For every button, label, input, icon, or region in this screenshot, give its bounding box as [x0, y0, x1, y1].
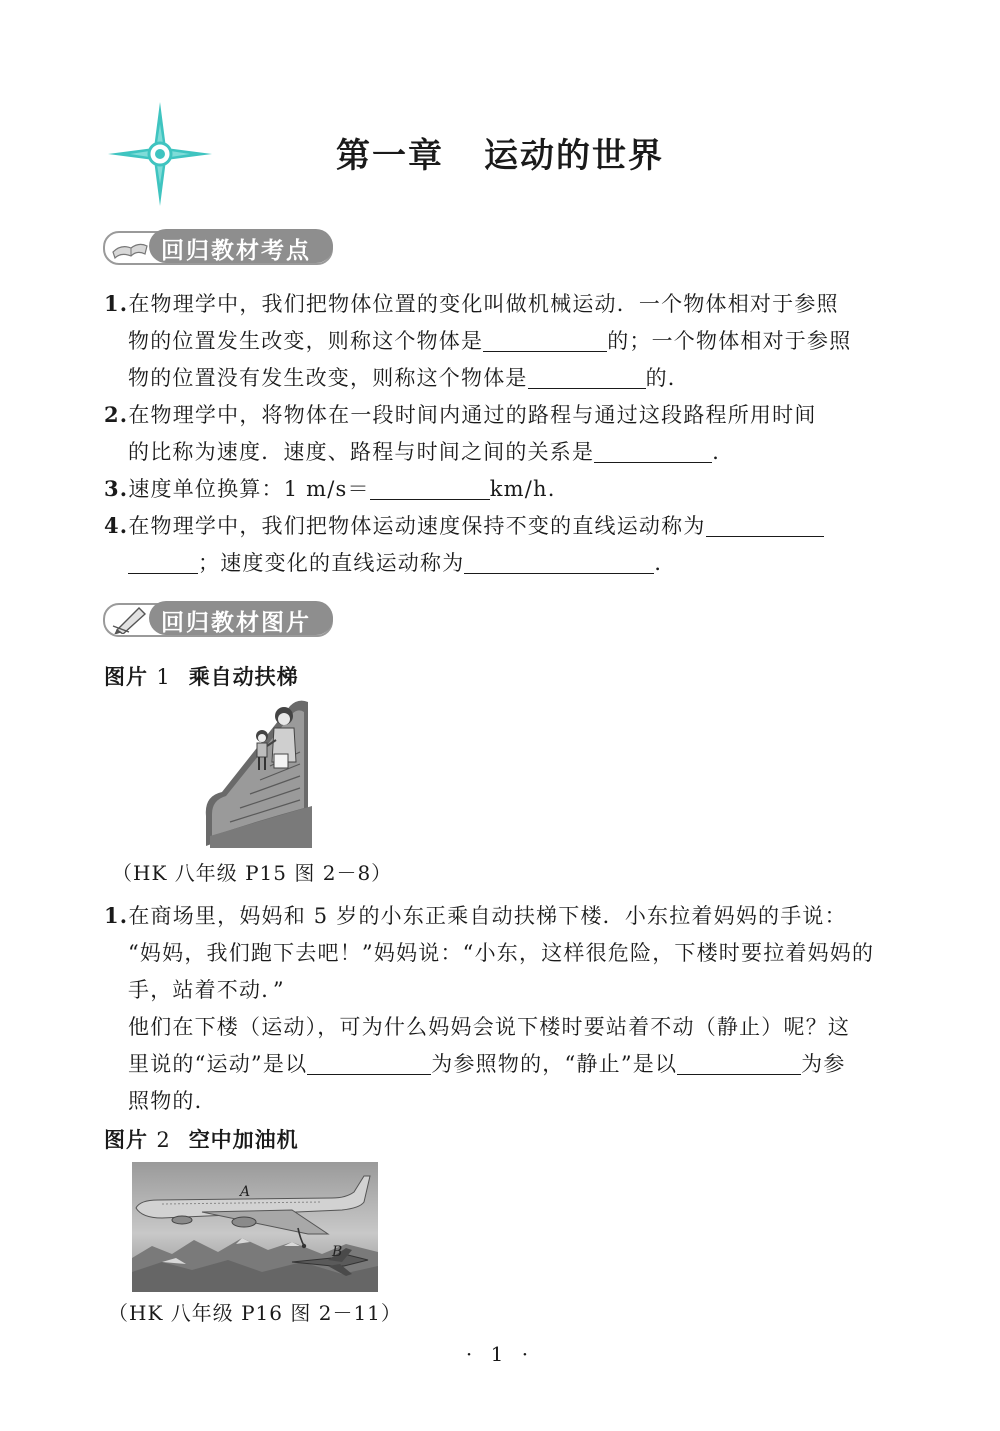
aerial-refueling-photo: [132, 1162, 378, 1292]
answer-blank[interactable]: [483, 329, 607, 352]
figure-question-1: [104, 897, 899, 1120]
answer-blank[interactable]: [594, 440, 712, 463]
question-text: 的；一个物体相对于参照: [607, 329, 852, 353]
chapter-number: 第一章: [336, 136, 444, 176]
question-4: [104, 507, 899, 582]
answer-blank[interactable]: [706, 514, 824, 537]
answer-blank[interactable]: [528, 366, 646, 389]
question-text: ．: [712, 440, 735, 464]
question-text: 在物理学中，我们把物体位置的变化叫做机械运动．一个物体相对于参照: [128, 292, 839, 316]
figure-label-number: 2: [156, 1128, 171, 1152]
answer-blank[interactable]: [128, 551, 198, 574]
answer-blank[interactable]: [370, 477, 490, 500]
marker-b: B: [332, 1244, 343, 1260]
answer-blank[interactable]: [307, 1052, 431, 1075]
section-banner-textbook-points: [103, 229, 333, 265]
answer-blank[interactable]: [677, 1052, 801, 1075]
figure-1-label: [104, 661, 299, 691]
marker-a: A: [240, 1184, 251, 1200]
section-banner-textbook-pictures: [103, 601, 333, 637]
question-text: km/h.: [489, 477, 556, 501]
answer-blank[interactable]: [464, 551, 654, 574]
question-text: ；速度变化的直线运动称为: [198, 551, 465, 575]
question-number: 3.: [104, 476, 129, 501]
question-text: 手，站着不动．”: [128, 978, 285, 1002]
compass-star-icon: [108, 102, 212, 206]
figure-1-caption: （HK 八年级 P15 图 2－8）: [112, 861, 393, 885]
question-number: 1.: [104, 291, 129, 316]
figure-label-name: 空中加油机: [188, 1128, 299, 1152]
question-text: 的．: [645, 366, 691, 390]
question-2: [104, 396, 899, 471]
question-text: 照物的．: [128, 1089, 217, 1113]
question-text: 在商场里，妈妈和 5 岁的小东正乘自动扶梯下楼．小东拉着妈妈的手说：: [128, 904, 847, 928]
chapter-title: [336, 128, 664, 177]
question-text: “妈妈，我们跑下去吧！”妈妈说：“小东，这样很危险，下楼时要拉着妈妈的: [128, 941, 875, 965]
figure-label-name: 乘自动扶梯: [188, 665, 299, 689]
question-number: 1.: [104, 903, 129, 928]
pencil-icon: [109, 604, 149, 634]
question-3: [104, 470, 899, 508]
figure-label-prefix: 图片: [104, 1128, 148, 1152]
book-icon: [109, 232, 149, 262]
question-number: 2.: [104, 402, 129, 427]
figure-label-number: 1: [156, 665, 171, 689]
question-text: 为参照物的，“静止”是以: [431, 1052, 678, 1076]
question-text: 物的位置没有发生改变，则称这个物体是: [128, 366, 528, 390]
escalator-illustration: [200, 696, 312, 848]
figure-2-caption: （HK 八年级 P16 图 2－11）: [108, 1301, 402, 1325]
question-text: 的比称为速度．速度、路程与时间之间的关系是: [128, 440, 595, 464]
section-title: 回归教材图片: [161, 610, 311, 636]
chapter-name: 运动的世界: [484, 136, 664, 176]
section-title: 回归教材考点: [161, 238, 311, 264]
question-text: 在物理学中，将物体在一段时间内通过的路程与通过这段路程所用时间: [128, 403, 817, 427]
question-text: 物的位置发生改变，则称这个物体是: [128, 329, 484, 353]
question-text: 里说的“运动”是以: [128, 1052, 308, 1076]
page-number: · 1 ·: [465, 1342, 535, 1366]
question-text: 他们在下楼（运动），可为什么妈妈会说下楼时要站着不动（静止）呢？这: [128, 1015, 851, 1039]
question-text: 为参: [801, 1052, 846, 1076]
figure-2-label: [104, 1124, 299, 1154]
question-1: [104, 285, 899, 397]
question-text: 速度单位换算：1 m/s＝: [128, 477, 370, 501]
question-number: 4.: [104, 513, 129, 538]
figure-label-prefix: 图片: [104, 665, 148, 689]
question-text: 在物理学中，我们把物体运动速度保持不变的直线运动称为: [128, 514, 706, 538]
question-text: ．: [654, 551, 677, 575]
